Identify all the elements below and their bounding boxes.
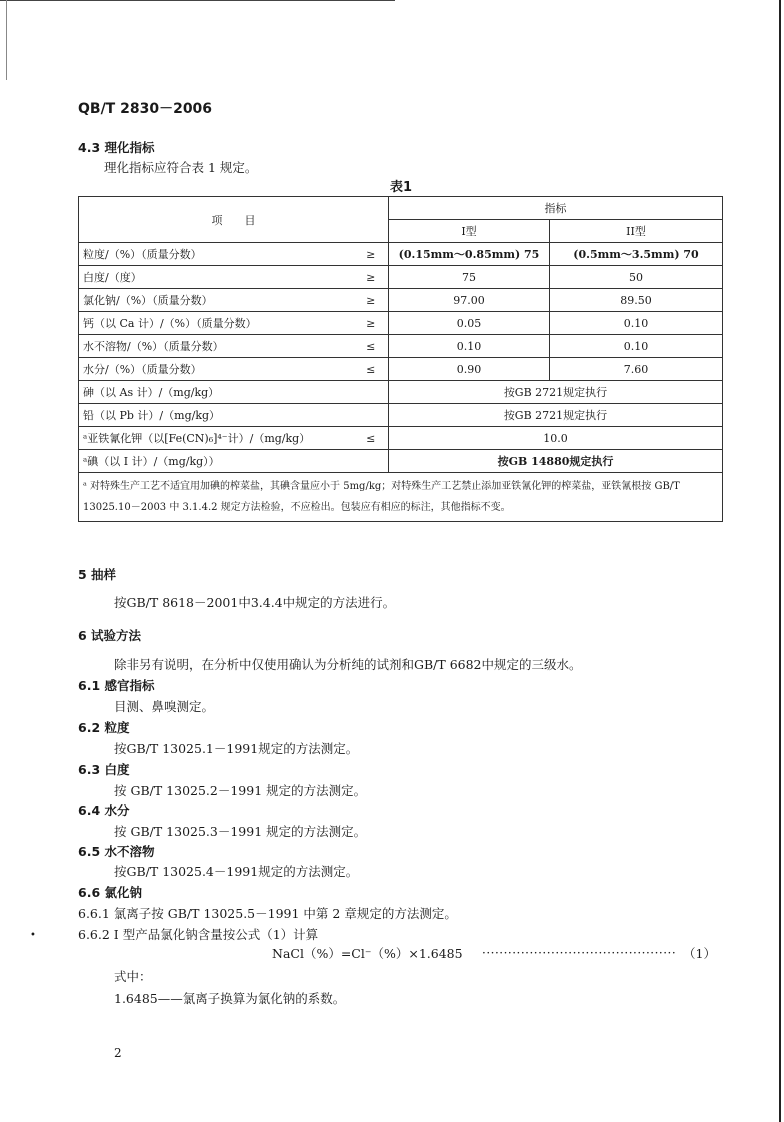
scan-top-line xyxy=(0,0,395,1)
formula-expression: NaCl（%）=Cl⁻（%）×1.6485 xyxy=(272,946,463,961)
table-row xyxy=(79,289,723,312)
row-type1-value: 75 xyxy=(389,266,550,289)
row-item: 白度/（度） xyxy=(79,266,354,289)
page-number: 2 xyxy=(114,1046,122,1060)
row-symbol: ≥ xyxy=(354,266,389,289)
section-6-1-heading: 6.1 感官指标 xyxy=(78,678,155,693)
table-footnote-row xyxy=(79,473,723,522)
row-type1-value: (0.15mm～0.85mm) 75 xyxy=(389,243,550,266)
table-header-row xyxy=(79,197,723,220)
section-6-text: 除非另有说明，在分析中仅使用确认为分析纯的试剂和GB/T 6682中规定的三级水。 xyxy=(114,657,582,672)
row-symbol xyxy=(354,404,389,427)
row-item: 砷（以 As 计）/（mg/kg） xyxy=(79,381,354,404)
formula-number: （1） xyxy=(683,946,716,961)
row-type1-value: 0.05 xyxy=(389,312,550,335)
formula-leader-dots: ············································· xyxy=(482,946,677,960)
row-type2-value: 0.10 xyxy=(550,312,723,335)
table-row xyxy=(79,427,723,450)
section-6-3-heading: 6.3 白度 xyxy=(78,762,130,777)
row-item: 氯化钠/（%）（质量分数） xyxy=(79,289,354,312)
row-symbol xyxy=(354,381,389,404)
table-row xyxy=(79,381,723,404)
section-6-4-heading: 6.4 水分 xyxy=(78,803,130,818)
row-type2-value: 50 xyxy=(550,266,723,289)
row-symbol: ≤ xyxy=(354,335,389,358)
table-row xyxy=(79,266,723,289)
row-type2-value: (0.5mm～3.5mm) 70 xyxy=(550,243,723,266)
row-merged-value: 按GB 2721规定执行 xyxy=(389,404,723,427)
section-6-heading: 6 试验方法 xyxy=(78,628,142,643)
table-row xyxy=(79,312,723,335)
table-row xyxy=(79,404,723,427)
row-type1-value: 0.90 xyxy=(389,358,550,381)
section-6-6-heading: 6.6 氯化钠 xyxy=(78,885,142,900)
row-symbol: ≤ xyxy=(354,427,389,450)
section-4-3-intro: 理化指标应符合表 1 规定。 xyxy=(104,160,258,175)
header-indicator: 指标 xyxy=(389,197,723,220)
row-symbol: ≥ xyxy=(354,289,389,312)
row-type1-value: 97.00 xyxy=(389,289,550,312)
row-merged-value: 按GB 14880规定执行 xyxy=(389,450,723,473)
row-item: 水分/（%）（质量分数） xyxy=(79,358,354,381)
row-item: 粒度/（%）（质量分数） xyxy=(79,243,354,266)
section-6-2-text: 按GB/T 13025.1－1991规定的方法测定。 xyxy=(114,741,359,756)
table-caption: 表1 xyxy=(390,180,413,195)
row-item: 钙（以 Ca 计）/（%）（质量分数） xyxy=(79,312,354,335)
section-6-5-text: 按GB/T 13025.4－1991规定的方法测定。 xyxy=(114,864,359,879)
where-definition: 1.6485——氯离子换算为氯化钠的系数。 xyxy=(114,991,346,1006)
standard-id: QB/T 2830－2006 xyxy=(78,101,213,117)
section-5-heading: 5 抽样 xyxy=(78,567,117,582)
header-item: 项 目 xyxy=(79,197,389,243)
bullet-icon: • xyxy=(30,930,36,941)
section-6-2-heading: 6.2 粒度 xyxy=(78,720,130,735)
section-6-6-1-text: 6.6.1 氯离子按 GB/T 13025.5－1991 中第 2 章规定的方法测定。 xyxy=(78,906,457,921)
header-type2: II型 xyxy=(550,220,723,243)
scan-left-edge xyxy=(6,0,7,80)
row-symbol: ≤ xyxy=(354,358,389,381)
table-row xyxy=(79,450,723,473)
row-type1-value: 0.10 xyxy=(389,335,550,358)
row-type2-value: 7.60 xyxy=(550,358,723,381)
section-4-3-heading: 4.3 理化指标 xyxy=(78,140,155,155)
section-6-1-text: 目测、鼻嗅测定。 xyxy=(114,699,215,714)
table-row xyxy=(79,243,723,266)
row-item: 水不溶物/（%）（质量分数） xyxy=(79,335,354,358)
section-6-4-text: 按 GB/T 13025.3－1991 规定的方法测定。 xyxy=(114,824,367,839)
row-symbol: ≥ xyxy=(354,243,389,266)
row-symbol xyxy=(354,450,389,473)
row-item: ᵃ碘（以 I 计）/（mg/kg）） xyxy=(79,450,354,473)
row-symbol: ≥ xyxy=(354,312,389,335)
section-5-text: 按GB/T 8618－2001中3.4.4中规定的方法进行。 xyxy=(114,595,396,610)
section-6-6-2-text: 6.6.2 I 型产品氯化钠含量按公式（1）计算 xyxy=(78,927,319,942)
row-merged-value: 10.0 xyxy=(389,427,723,450)
header-type1: I型 xyxy=(389,220,550,243)
row-merged-value: 按GB 2721规定执行 xyxy=(389,381,723,404)
section-6-5-heading: 6.5 水不溶物 xyxy=(78,844,155,859)
where-label: 式中： xyxy=(114,969,152,984)
row-item: 铅（以 Pb 计）/（mg/kg） xyxy=(79,404,354,427)
row-type2-value: 0.10 xyxy=(550,335,723,358)
row-type2-value: 89.50 xyxy=(550,289,723,312)
table-row xyxy=(79,358,723,381)
table-row xyxy=(79,335,723,358)
spec-table xyxy=(78,196,723,522)
section-6-3-text: 按 GB/T 13025.2－1991 规定的方法测定。 xyxy=(114,783,367,798)
table-footnote: ᵃ 对特殊生产工艺不适宜用加碘的榨菜盐，其碘含量应小于 5mg/kg；对特殊生产工艺禁止添加亚铁氰化钾的榨菜盐，亚铁氰根按 GB/T 13025.10－2003 中 3.1.4.2 规定方法检验，不应检出。包装应有相应的标注，其他指标不变。 xyxy=(79,473,723,522)
scan-right-edge xyxy=(779,0,781,1122)
row-item: ᵃ亚铁氰化钾（以[Fe(CN)₆]⁴⁻计）/（mg/kg） xyxy=(79,427,354,450)
